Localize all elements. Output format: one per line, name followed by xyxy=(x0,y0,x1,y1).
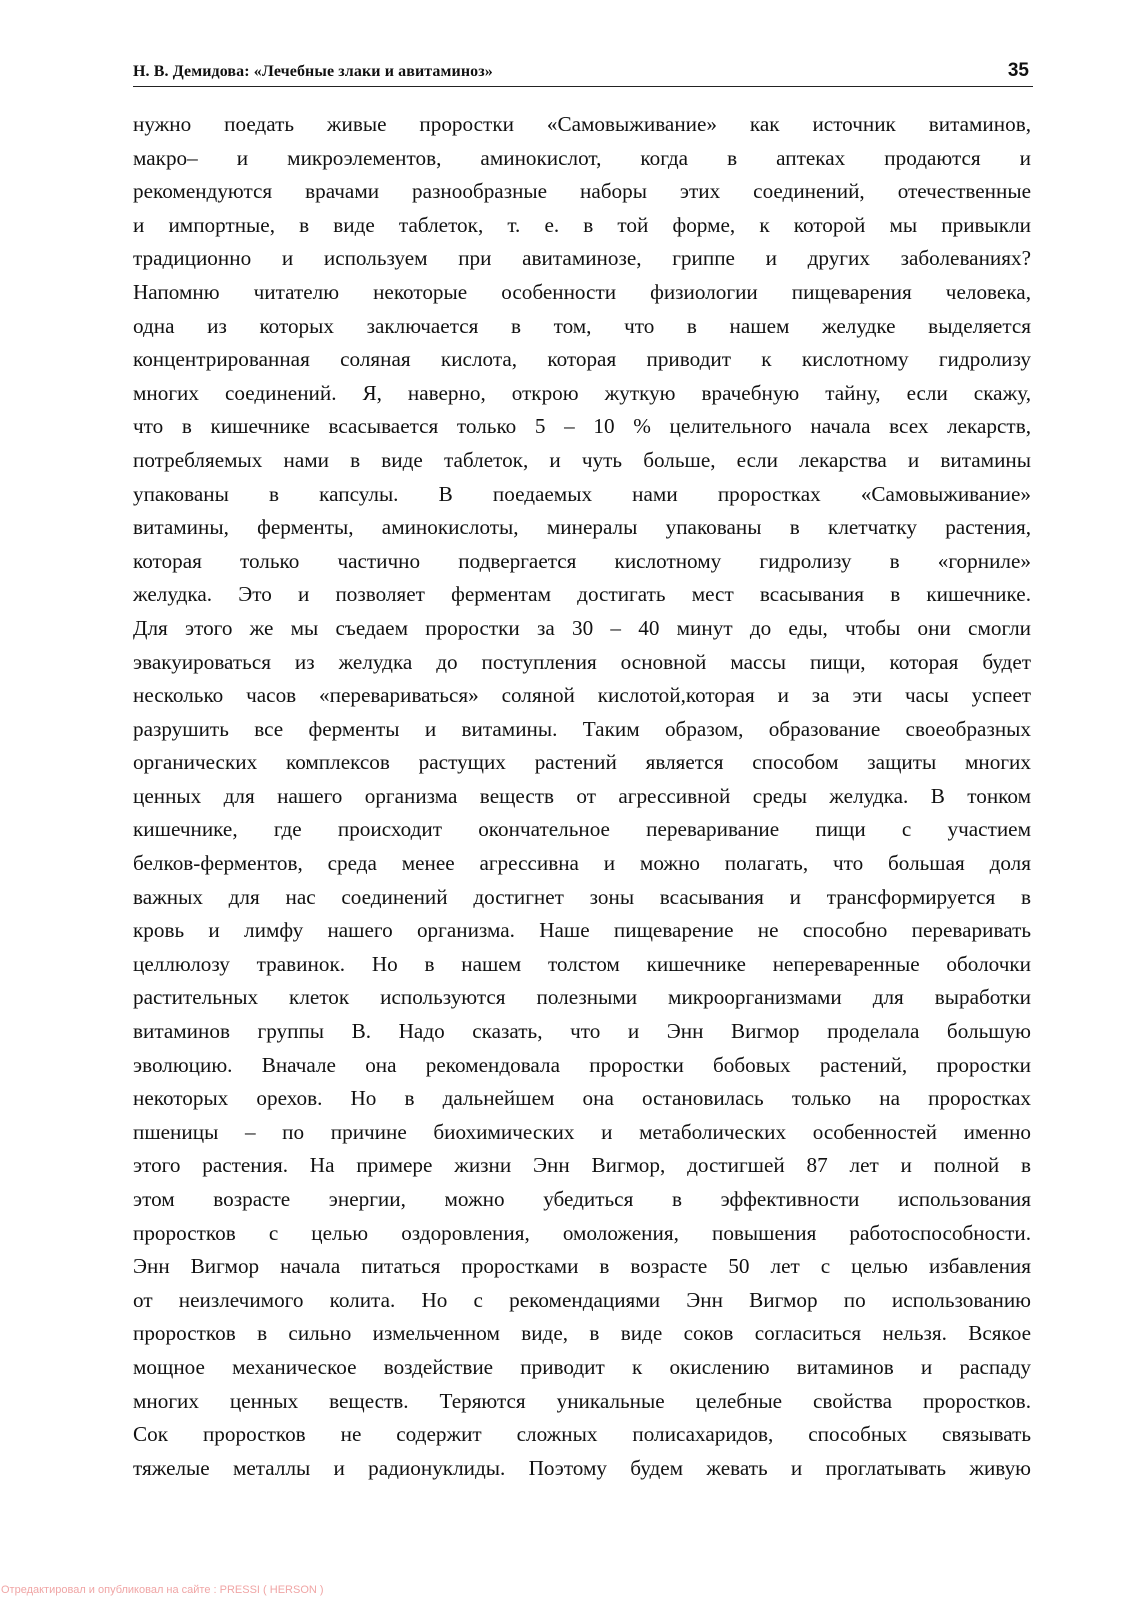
text-line: кровь и лимфу нашего организма. Наше пищеварение не способно переваривать xyxy=(133,918,1031,943)
text-line: проростков в сильно измельченном виде, в виде соков согласиться нельзя. Всякое xyxy=(133,1321,1031,1346)
text-line: упакованы в капсулы. В поедаемых нами проростках «Самовыживание» xyxy=(133,481,1031,506)
text-line: мощное механическое воздействие приводит к окислению витаминов и распаду xyxy=(133,1354,1031,1379)
text-line: эволюцию. Вначале она рекомендовала проростки бобовых растений, проростки xyxy=(133,1052,1031,1077)
text-line: которая только частично подвергается кислотному гидролизу в «горниле» xyxy=(133,548,1031,573)
text-line: проростков с целью оздоровления, омоложения, повышения работоспособности. xyxy=(133,1220,1031,1245)
text-line: от неизлечимого колита. Но с рекомендациями Энн Вигмор по использованию xyxy=(133,1287,1031,1312)
body-text xyxy=(133,108,1031,1485)
text-line: Напомню читателю некоторые особенности физиологии пищеварения человека, xyxy=(133,279,1031,304)
text-line: несколько часов «перевариваться» соляной кислотой,которая и за эти часы успеет xyxy=(133,683,1031,708)
text-line: некоторых орехов. Но в дальнейшем она остановилась только на проростках xyxy=(133,1086,1031,1111)
text-line: целлюлозу травинок. Но в нашем толстом кишечнике непереваренные оболочки xyxy=(133,951,1031,976)
text-line: этого растения. На примере жизни Энн Вигмор, достигшей 87 лет и полной в xyxy=(133,1153,1031,1178)
text-line: эвакуироваться из желудка до поступления основной массы пищи, которая будет xyxy=(133,649,1031,674)
text-line: важных для нас соединений достигнет зоны всасывания и трансформируется в xyxy=(133,884,1031,909)
running-header xyxy=(133,58,1033,87)
text-line: тяжелые металлы и радионуклиды. Поэтому будем жевать и проглатывать живую xyxy=(133,1455,1031,1480)
text-line: что в кишечнике всасывается только 5 – 10 % целительного начала всех лекарств, xyxy=(133,414,1031,439)
text-line: Сок проростков не содержит сложных полисахаридов, способных связывать xyxy=(133,1422,1031,1447)
text-line: разрушить все ферменты и витамины. Таким образом, образование своеобразных xyxy=(133,716,1031,741)
text-line: потребляемых нами в виде таблеток, и чуть больше, если лекарства и витамины xyxy=(133,447,1031,472)
page-number: 35 xyxy=(1007,60,1029,81)
text-line: пшеницы – по причине биохимических и метаболических особенностей именно xyxy=(133,1119,1031,1144)
footer-credit: Отредактировал и опубликовал на сайте : PRESSI ( HERSON ) xyxy=(1,1584,324,1596)
text-line: ценных для нашего организма веществ от агрессивной среды желудка. В тонком xyxy=(133,783,1031,808)
text-line: рекомендуются врачами разнообразные наборы этих соединений, отечественные xyxy=(133,179,1031,204)
text-line: многих соединений. Я, наверно, открою жуткую врачебную тайну, если скажу, xyxy=(133,380,1031,405)
text-line: нужно поедать живые проростки «Самовыживание» как источник витаминов, xyxy=(133,112,1031,136)
text-line: концентрированная соляная кислота, которая приводит к кислотному гидролизу xyxy=(133,347,1031,372)
text-line: и импортные, в виде таблеток, т. е. в той форме, к которой мы привыкли xyxy=(133,212,1031,237)
header-title: Н. В. Демидова: «Лечебные злаки и авитаминоз» xyxy=(133,63,493,80)
text-line: органических комплексов растущих растений является способом защиты многих xyxy=(133,750,1031,775)
text-line: кишечнике, где происходит окончательное переваривание пищи с участием xyxy=(133,817,1031,842)
text-line: традиционно и используем при авитаминозе, гриппе и других заболеваниях? xyxy=(133,246,1031,271)
text-line: белков-ферментов, среда менее агрессивна и можно полагать, что большая доля xyxy=(133,851,1031,876)
text-line: растительных клеток используются полезными микроорганизмами для выработки xyxy=(133,985,1031,1010)
text-line: многих ценных веществ. Теряются уникальные целебные свойства проростков. xyxy=(133,1388,1031,1413)
text-line: макро– и микроэлементов, аминокислот, когда в аптеках продаются и xyxy=(133,145,1031,170)
text-line: этом возрасте энергии, можно убедиться в эффективности использования xyxy=(133,1187,1031,1211)
text-line: Для этого же мы съедаем проростки за 30 – 40 минут до еды, чтобы они смогли xyxy=(133,615,1031,640)
text-line: одна из которых заключается в том, что в нашем желудке выделяется xyxy=(133,313,1031,338)
text-line: витамины, ферменты, аминокислоты, минералы упакованы в клетчатку растения, xyxy=(133,515,1031,540)
text-line: желудка. Это и позволяет ферментам достигать мест всасывания в кишечнике. xyxy=(133,582,1031,607)
text-line: витаминов группы В. Надо сказать, что и Энн Вигмор проделала большую xyxy=(133,1019,1031,1044)
text-line: Энн Вигмор начала питаться проростками в возрасте 50 лет с целью избавления xyxy=(133,1254,1031,1279)
